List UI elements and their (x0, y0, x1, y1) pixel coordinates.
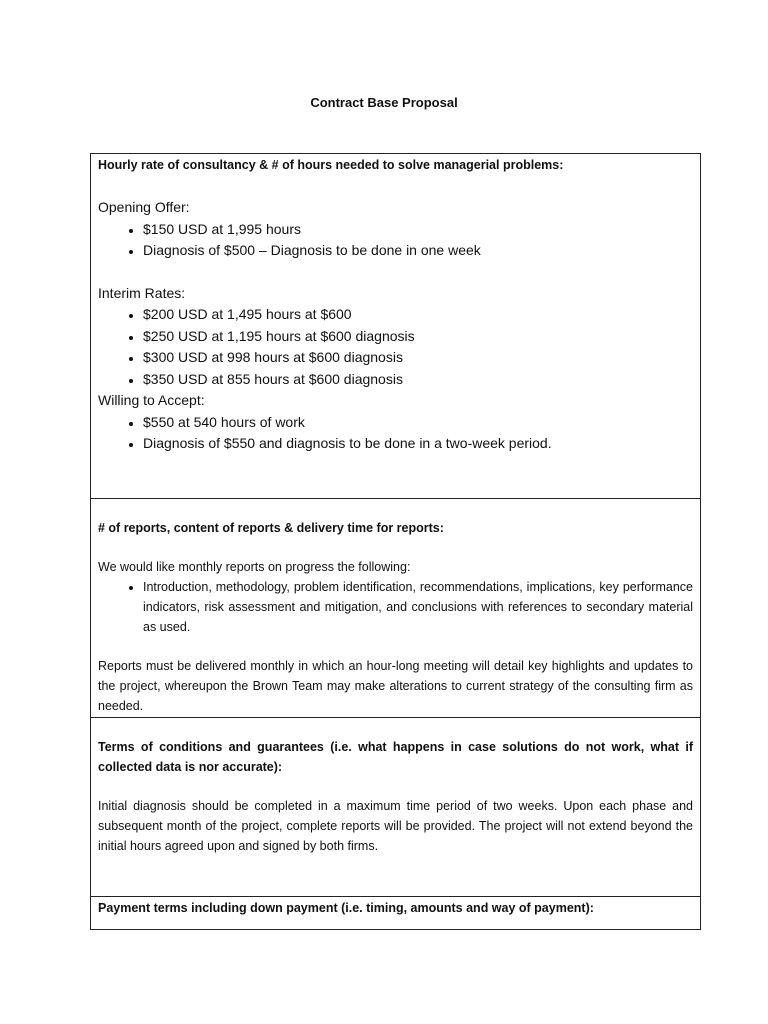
terms-body: Initial diagnosis should be completed in a maximum time period of two weeks. Upon each phase and subsequent month of the project, complete reports will be provided. The project will not extend beyond the initial hours agreed upon and signed by both firms. (98, 799, 693, 853)
reports-delivery: Reports must be delivered monthly in which an hour-long meeting will detail key highlights and updates to the project, whereupon the Brown Team may make alterations to current strategy of the consulting firm as needed. (98, 659, 693, 713)
opening-offer-label: Opening Offer: (98, 199, 190, 215)
terms-section (91, 718, 700, 897)
rates-section (91, 154, 700, 499)
reports-section (91, 499, 700, 718)
list-item: • $350 USD at 855 hours at $600 diagnosis (143, 369, 693, 391)
rates-heading: Hourly rate of consultancy & # of hours needed to solve managerial problems: (98, 158, 564, 172)
interim-rates-list (98, 304, 693, 390)
list-item: • Diagnosis of $500 – Diagnosis to be done in one week (143, 240, 693, 262)
list-item: • $550 at 540 hours of work (143, 412, 693, 434)
document-title: Contract Base Proposal (310, 95, 458, 110)
payment-section (91, 897, 700, 930)
interim-rates-label: Interim Rates: (98, 284, 186, 301)
reports-heading: # of reports, content of reports & delivery time for reports: (98, 521, 444, 535)
terms-heading: Terms of conditions and guarantees (i.e. what happens in case solutions do not work, what if collected data is nor accurate): (98, 740, 693, 774)
list-item: • $150 USD at 1,995 hours (143, 219, 693, 241)
opening-offer-list (98, 219, 693, 262)
reports-intro: We would like monthly reports on progress the following: (98, 560, 411, 574)
payment-heading: Payment terms including down payment (i.e. timing, amounts and way of payment): (98, 901, 594, 915)
willing-to-accept-list (98, 412, 693, 455)
list-item: • Introduction, methodology, problem identification, recommendations, implications, key performance indicators, risk assessment and mitigation, and conclusions with references to secondary material as used. (143, 577, 693, 637)
list-item: • $300 USD at 998 hours at $600 diagnosis (143, 347, 693, 369)
willing-to-accept-label: Willing to Accept: (98, 392, 205, 408)
list-item: • Diagnosis of $550 and diagnosis to be done in a two-week period. (143, 433, 693, 455)
list-item: • $200 USD at 1,495 hours at $600 (143, 304, 693, 326)
proposal-table (90, 153, 701, 930)
list-item: • $250 USD at 1,195 hours at $600 diagnosis (143, 326, 693, 348)
reports-content-list (98, 577, 693, 637)
